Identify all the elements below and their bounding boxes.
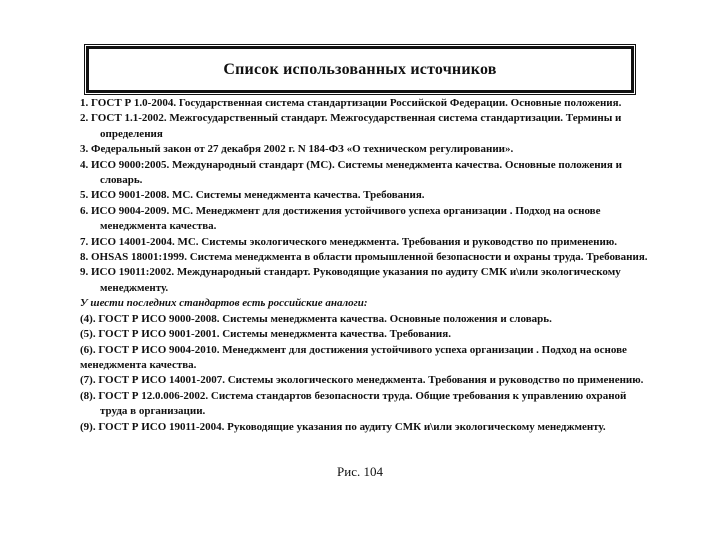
reference-line: (7). ГОСТ Р ИСО 14001-2007. Системы экологического менеджмента. Требования и руководство по применению. [80, 374, 644, 387]
reference-line: (9). ГОСТ Р ИСО 19011-2004. Руководящие указания по аудиту СМК и\или экологическому менеджменту. [80, 420, 606, 433]
page-title: Список использованных источников [223, 60, 497, 78]
reference-line: словарь. [100, 174, 143, 187]
figure-caption: Рис. 104 [337, 464, 383, 479]
reference-line: труда в организации. [100, 405, 206, 418]
section-note: У шести последних стандартов есть российские аналоги: [80, 297, 368, 310]
reference-line: 3. Федеральный закон от 27 декабря 2002 г. N 184-ФЗ «О техническом регулировании». [80, 143, 514, 156]
reference-line: 5. ИСО 9001-2008. МС. Системы менеджмента качества. Требования. [80, 189, 425, 202]
reference-line: менеджмента качества. [100, 220, 217, 233]
reference-list [80, 96, 700, 435]
reference-line: 8. OHSAS 18001:1999. Система менеджмента в области промышленной безопасности и охраны труда. Требования. [80, 251, 648, 264]
reference-line: 7. ИСО 14001-2004. МС. Системы экологического менеджмента. Требования и руководство по применению. [80, 235, 618, 248]
reference-line: (5). ГОСТ Р ИСО 9001-2001. Системы менеджмента качества. Требования. [80, 328, 451, 341]
title-box [86, 46, 634, 93]
reference-line: менеджменту. [100, 281, 169, 294]
reference-line: 4. ИСО 9000:2005. Международный стандарт (МС). Системы менеджмента качества. Основные положения и [80, 158, 622, 171]
reference-line: (6). ГОСТ Р ИСО 9004-2010. Менеджмент для достижения устойчивого успеха организации . Подход на основе [80, 343, 627, 356]
reference-line: менеджмента качества. [80, 358, 197, 371]
reference-line: 1. ГОСТ Р 1.0-2004. Государственная система стандартизации Российской Федерации. Основные положения. [80, 97, 622, 109]
reference-line: (4). ГОСТ Р ИСО 9000-2008. Системы менеджмента качества. Основные положения и словарь. [80, 312, 552, 325]
reference-line: 2. ГОСТ 1.1-2002. Межгосударственный стандарт. Межгосударственная система стандартизации. Термины и [80, 112, 622, 125]
reference-line: 6. ИСО 9004-2009. МС. Менеджмент для достижения устойчивого успеха организации . Подход на основе [80, 204, 601, 217]
reference-line: (8). ГОСТ Р 12.0.006-2002. Система стандартов безопасности труда. Общие требования к управлению охраной [80, 389, 627, 402]
reference-line: определения [100, 127, 163, 140]
reference-line: 9. ИСО 19011:2002. Международный стандарт. Руководящие указания по аудиту СМК и\или экологическому [80, 266, 621, 279]
